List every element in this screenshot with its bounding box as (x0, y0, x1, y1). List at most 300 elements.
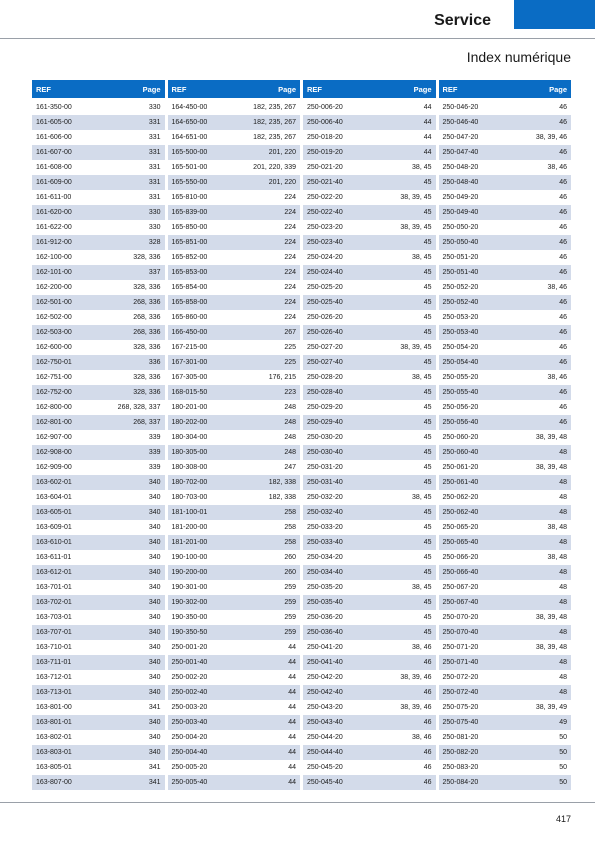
table-row (168, 385, 301, 400)
page-cell: 224 (284, 299, 296, 306)
page-cell: 46 (559, 404, 567, 411)
ref-cell: 250-042-40 (307, 689, 343, 696)
page-cell: 182, 235, 267 (253, 119, 296, 126)
table-row (32, 310, 165, 325)
table-row (168, 145, 301, 160)
table-row (303, 145, 436, 160)
page-cell: 46 (559, 254, 567, 261)
ref-cell: 250-049-20 (442, 194, 479, 201)
ref-cell: 250-048-40 (442, 179, 479, 186)
ref-cell: 250-052-20 (442, 284, 479, 291)
ref-cell: 250-031-40 (307, 479, 343, 486)
page-cell: 48 (559, 479, 567, 486)
ref-cell: 161-609-00 (36, 179, 72, 186)
table-row (303, 535, 436, 550)
table-row (32, 550, 165, 565)
page-cell: 201, 220, 339 (253, 164, 296, 171)
ref-cell: 250-022-20 (307, 194, 343, 201)
page-cell: 46 (559, 389, 567, 396)
ref-cell: 250-024-40 (307, 269, 343, 276)
header-ref: REF (307, 84, 322, 94)
column-header (439, 80, 572, 98)
page-cell: 258 (284, 524, 296, 531)
table-row (32, 745, 165, 760)
ref-cell: 250-048-20 (442, 164, 479, 171)
table-row (168, 430, 301, 445)
table-row (303, 505, 436, 520)
table-row (439, 220, 572, 235)
page-cell: 46 (559, 224, 567, 231)
table-row (168, 565, 301, 580)
table-row (303, 400, 436, 415)
ref-cell: 162-200-00 (36, 284, 72, 291)
table-row (439, 130, 572, 145)
table-row (32, 415, 165, 430)
page-cell: 259 (284, 629, 296, 636)
table-row (303, 190, 436, 205)
ref-cell: 250-030-20 (307, 434, 343, 441)
ref-cell: 250-053-20 (442, 314, 479, 321)
table-row (303, 760, 436, 775)
page-cell: 341 (148, 764, 161, 771)
ref-cell: 250-022-40 (307, 209, 343, 216)
table-row (303, 625, 436, 640)
column-header (32, 80, 165, 98)
ref-cell: 250-043-40 (307, 719, 343, 726)
page-cell: 340 (148, 569, 161, 576)
table-row (439, 565, 572, 580)
table-row (168, 310, 301, 325)
table-row (303, 655, 436, 670)
ref-cell: 250-041-20 (307, 644, 343, 651)
ref-cell: 250-031-20 (307, 464, 343, 471)
ref-cell: 250-045-20 (307, 764, 343, 771)
table-row (439, 205, 572, 220)
page-cell: 328, 336 (133, 254, 161, 261)
ref-cell: 163-703-01 (36, 614, 72, 621)
table-row (168, 190, 301, 205)
table-row (168, 115, 301, 130)
table-row (303, 175, 436, 190)
ref-cell: 250-021-20 (307, 164, 343, 171)
table-row (439, 550, 572, 565)
ref-cell: 250-003-40 (171, 719, 208, 726)
page-cell: 248 (284, 434, 296, 441)
table-row (303, 115, 436, 130)
table-row (439, 520, 572, 535)
table-row (168, 595, 301, 610)
page-cell: 341 (148, 704, 161, 711)
ref-cell: 250-047-20 (442, 134, 479, 141)
table-row (439, 715, 572, 730)
ref-cell: 165-853-00 (171, 269, 208, 276)
ref-cell: 250-042-20 (307, 674, 343, 681)
page-cell: 44 (423, 149, 432, 156)
table-row (439, 325, 572, 340)
table-row (439, 310, 572, 325)
table-row (439, 295, 572, 310)
ref-cell: 250-075-40 (442, 719, 479, 726)
ref-cell: 190-302-00 (171, 599, 208, 606)
ref-cell: 165-810-00 (171, 194, 208, 201)
ref-cell: 250-004-20 (171, 734, 208, 741)
page-cell: 258 (284, 539, 296, 546)
table-row (32, 205, 165, 220)
ref-cell: 250-061-40 (442, 479, 479, 486)
page-cell: 328, 336 (133, 389, 161, 396)
page-cell: 340 (148, 734, 161, 741)
page-cell: 44 (423, 104, 432, 111)
page-cell: 48 (559, 584, 567, 591)
ref-cell: 250-046-20 (442, 104, 479, 111)
page-cell: 48 (559, 659, 567, 666)
table-row (303, 640, 436, 655)
page-cell: 224 (284, 269, 296, 276)
ref-cell: 250-027-40 (307, 359, 343, 366)
ref-cell: 250-061-20 (442, 464, 479, 471)
page-number: 417 (555, 814, 571, 824)
table-row (439, 625, 572, 640)
page-cell: 340 (148, 524, 161, 531)
ref-cell: 250-066-40 (442, 569, 479, 576)
ref-cell: 162-751-00 (36, 374, 72, 381)
ref-cell: 250-081-20 (442, 734, 479, 741)
ref-cell: 250-072-20 (442, 674, 479, 681)
ref-cell: 161-607-00 (36, 149, 72, 156)
ref-cell: 162-908-00 (36, 449, 72, 456)
page-cell: 46 (559, 104, 567, 111)
table-row (439, 580, 572, 595)
page-cell: 46 (423, 764, 432, 771)
table-row (32, 325, 165, 340)
page-cell: 38, 39, 48 (535, 614, 567, 621)
ref-cell: 190-200-00 (171, 569, 208, 576)
page-cell: 48 (559, 494, 567, 501)
table-row (303, 700, 436, 715)
page-cell: 38, 48 (547, 524, 567, 531)
ref-cell: 250-071-40 (442, 659, 479, 666)
ref-cell: 163-801-01 (36, 719, 72, 726)
table-row (168, 610, 301, 625)
ref-cell: 161-608-00 (36, 164, 72, 171)
ref-cell: 250-083-20 (442, 764, 479, 771)
page-cell: 38, 39, 46 (400, 704, 432, 711)
page-cell: 44 (288, 749, 296, 756)
table-row (32, 610, 165, 625)
ref-cell: 167-215-00 (171, 344, 208, 351)
ref-cell: 163-701-01 (36, 584, 72, 591)
ref-cell: 250-065-40 (442, 539, 479, 546)
table-row (32, 295, 165, 310)
ref-cell: 250-006-40 (307, 119, 343, 126)
page-cell: 45 (423, 269, 432, 276)
table-row (32, 430, 165, 445)
table-row (32, 160, 165, 175)
table-row (168, 550, 301, 565)
page-cell: 331 (148, 149, 161, 156)
ref-cell: 190-301-00 (171, 584, 208, 591)
page-cell: 225 (284, 359, 296, 366)
ref-cell: 250-056-40 (442, 419, 479, 426)
table-row (303, 430, 436, 445)
page-cell: 224 (284, 224, 296, 231)
page-cell: 45 (423, 614, 432, 621)
ref-cell: 250-023-20 (307, 224, 343, 231)
page-cell: 340 (148, 674, 161, 681)
header-divider (0, 38, 595, 39)
page-cell: 340 (148, 554, 161, 561)
table-row (168, 505, 301, 520)
header-page: Page (413, 84, 432, 94)
page-cell: 38, 39, 46 (535, 134, 567, 141)
page-cell: 44 (423, 134, 432, 141)
ref-cell: 161-350-00 (36, 104, 72, 111)
table-row (168, 445, 301, 460)
page-cell: 46 (559, 149, 567, 156)
page-cell: 45 (423, 524, 432, 531)
ref-cell: 163-805-01 (36, 764, 72, 771)
table-row (32, 130, 165, 145)
ref-cell: 166-450-00 (171, 329, 208, 336)
ref-cell: 250-027-20 (307, 344, 343, 351)
page-cell: 224 (284, 254, 296, 261)
page-cell: 259 (284, 584, 296, 591)
page-cell: 331 (148, 164, 161, 171)
ref-cell: 250-044-40 (307, 749, 343, 756)
index-column (439, 80, 572, 790)
page-cell: 339 (148, 464, 161, 471)
page-cell: 38, 45 (412, 374, 432, 381)
page-cell: 330 (148, 209, 161, 216)
table-row (439, 610, 572, 625)
ref-cell: 190-100-00 (171, 554, 208, 561)
table-row (439, 640, 572, 655)
ref-cell: 250-065-20 (442, 524, 479, 531)
table-row (32, 475, 165, 490)
table-row (168, 265, 301, 280)
table-row (303, 235, 436, 250)
ref-cell: 162-800-00 (36, 404, 72, 411)
table-row (32, 400, 165, 415)
page-cell: 268, 337 (133, 419, 161, 426)
table-row (439, 175, 572, 190)
table-row (439, 535, 572, 550)
page-cell: 46 (559, 314, 567, 321)
page-cell: 248 (284, 404, 296, 411)
table-row (168, 325, 301, 340)
ref-cell: 250-019-20 (307, 149, 343, 156)
ref-cell: 161-620-00 (36, 209, 72, 216)
table-row (32, 565, 165, 580)
header-ref: REF (36, 84, 51, 94)
ref-cell: 250-056-20 (442, 404, 479, 411)
page-cell: 340 (148, 539, 161, 546)
table-row (439, 655, 572, 670)
page-cell: 38, 39, 45 (400, 344, 432, 351)
table-row (439, 235, 572, 250)
table-row (439, 280, 572, 295)
table-row (439, 685, 572, 700)
table-row (439, 460, 572, 475)
table-row (303, 340, 436, 355)
table-row (32, 700, 165, 715)
page-cell: 268, 336 (133, 299, 161, 306)
header-page: Page (549, 84, 567, 94)
table-row (168, 280, 301, 295)
ref-cell: 250-001-20 (171, 644, 208, 651)
table-row (303, 280, 436, 295)
ref-cell: 250-002-20 (171, 674, 208, 681)
page-cell: 46 (423, 779, 432, 786)
ref-cell: 250-050-40 (442, 239, 479, 246)
table-row (303, 595, 436, 610)
ref-cell: 163-609-01 (36, 524, 72, 531)
page-cell: 201, 220 (268, 179, 296, 186)
page-cell: 46 (559, 119, 567, 126)
table-row (168, 670, 301, 685)
brand-accent-bar (514, 0, 595, 29)
ref-cell: 162-100-00 (36, 254, 72, 261)
table-row (439, 760, 572, 775)
ref-cell: 250-029-40 (307, 419, 343, 426)
ref-cell: 162-600-00 (36, 344, 72, 351)
column-header (168, 80, 301, 98)
page-cell: 182, 338 (268, 479, 296, 486)
table-row (168, 760, 301, 775)
table-row (168, 460, 301, 475)
table-row (303, 265, 436, 280)
ref-cell: 250-026-20 (307, 314, 343, 321)
ref-cell: 250-051-20 (442, 254, 479, 261)
table-row (439, 160, 572, 175)
table-row (32, 535, 165, 550)
ref-cell: 163-802-01 (36, 734, 72, 741)
ref-cell: 162-909-00 (36, 464, 72, 471)
table-row (168, 355, 301, 370)
page-cell: 38, 46 (547, 164, 567, 171)
ref-cell: 250-024-20 (307, 254, 343, 261)
page-cell: 259 (284, 599, 296, 606)
ref-cell: 250-003-20 (171, 704, 208, 711)
page-cell: 45 (423, 284, 432, 291)
page-cell: 339 (148, 434, 161, 441)
page-cell: 48 (559, 569, 567, 576)
ref-cell: 163-713-01 (36, 689, 72, 696)
page-cell: 340 (148, 644, 161, 651)
page-cell: 46 (559, 269, 567, 276)
header-page: Page (142, 84, 161, 94)
table-row (439, 190, 572, 205)
table-row (32, 100, 165, 115)
ref-cell: 250-028-20 (307, 374, 343, 381)
table-row (303, 715, 436, 730)
table-row (168, 205, 301, 220)
ref-cell: 161-611-00 (36, 194, 72, 201)
page-cell: 38, 46 (412, 644, 432, 651)
page-cell: 44 (288, 644, 296, 651)
table-row (168, 520, 301, 535)
page-cell: 340 (148, 719, 161, 726)
ref-cell: 250-060-40 (442, 449, 479, 456)
page-cell: 45 (423, 599, 432, 606)
table-row (303, 730, 436, 745)
header-page: Page (278, 84, 296, 94)
ref-cell: 180-201-00 (171, 404, 208, 411)
ref-cell: 164-650-00 (171, 119, 208, 126)
ref-cell: 250-036-40 (307, 629, 343, 636)
ref-cell: 181-200-00 (171, 524, 208, 531)
table-row (303, 580, 436, 595)
ref-cell: 163-707-01 (36, 629, 72, 636)
ref-cell: 163-801-00 (36, 704, 72, 711)
index-column (32, 80, 165, 790)
page-cell: 248 (284, 449, 296, 456)
table-row (168, 490, 301, 505)
ref-cell: 163-711-01 (36, 659, 72, 666)
table-row (168, 625, 301, 640)
page-cell: 258 (284, 509, 296, 516)
table-row (32, 445, 165, 460)
ref-cell: 165-854-00 (171, 284, 208, 291)
ref-cell: 250-047-40 (442, 149, 479, 156)
ref-cell: 250-029-20 (307, 404, 343, 411)
page-cell: 340 (148, 749, 161, 756)
table-row (168, 100, 301, 115)
ref-cell: 165-501-00 (171, 164, 208, 171)
ref-cell: 250-043-20 (307, 704, 343, 711)
ref-cell: 250-005-20 (171, 764, 208, 771)
table-row (168, 220, 301, 235)
page-cell: 267 (284, 329, 296, 336)
page-cell: 48 (559, 599, 567, 606)
ref-cell: 250-062-20 (442, 494, 479, 501)
page-cell: 48 (559, 539, 567, 546)
ref-cell: 165-851-00 (171, 239, 208, 246)
ref-cell: 250-035-20 (307, 584, 343, 591)
ref-cell: 250-033-20 (307, 524, 343, 531)
ref-cell: 250-070-20 (442, 614, 479, 621)
ref-cell: 162-750-01 (36, 359, 72, 366)
table-row (32, 715, 165, 730)
page-cell: 224 (284, 239, 296, 246)
ref-cell: 162-907-00 (36, 434, 72, 441)
table-row (439, 340, 572, 355)
page-cell: 224 (284, 194, 296, 201)
ref-cell: 165-858-00 (171, 299, 208, 306)
ref-cell: 163-611-01 (36, 554, 72, 561)
page-cell: 45 (423, 629, 432, 636)
page-cell: 44 (288, 689, 296, 696)
ref-cell: 250-002-40 (171, 689, 208, 696)
index-column (303, 80, 436, 790)
table-row (439, 400, 572, 415)
table-row (168, 715, 301, 730)
page-cell: 38, 39, 48 (535, 644, 567, 651)
table-row (303, 220, 436, 235)
ref-cell: 250-023-40 (307, 239, 343, 246)
page-cell: 48 (559, 449, 567, 456)
page-cell: 45 (423, 179, 432, 186)
ref-cell: 250-025-20 (307, 284, 343, 291)
page-cell: 45 (423, 449, 432, 456)
page-subtitle: Index numérique (466, 49, 571, 65)
ref-cell: 165-860-00 (171, 314, 208, 321)
ref-cell: 163-702-01 (36, 599, 72, 606)
page-cell: 45 (423, 434, 432, 441)
table-row (439, 490, 572, 505)
page-cell: 38, 46 (412, 734, 432, 741)
table-row (32, 370, 165, 385)
